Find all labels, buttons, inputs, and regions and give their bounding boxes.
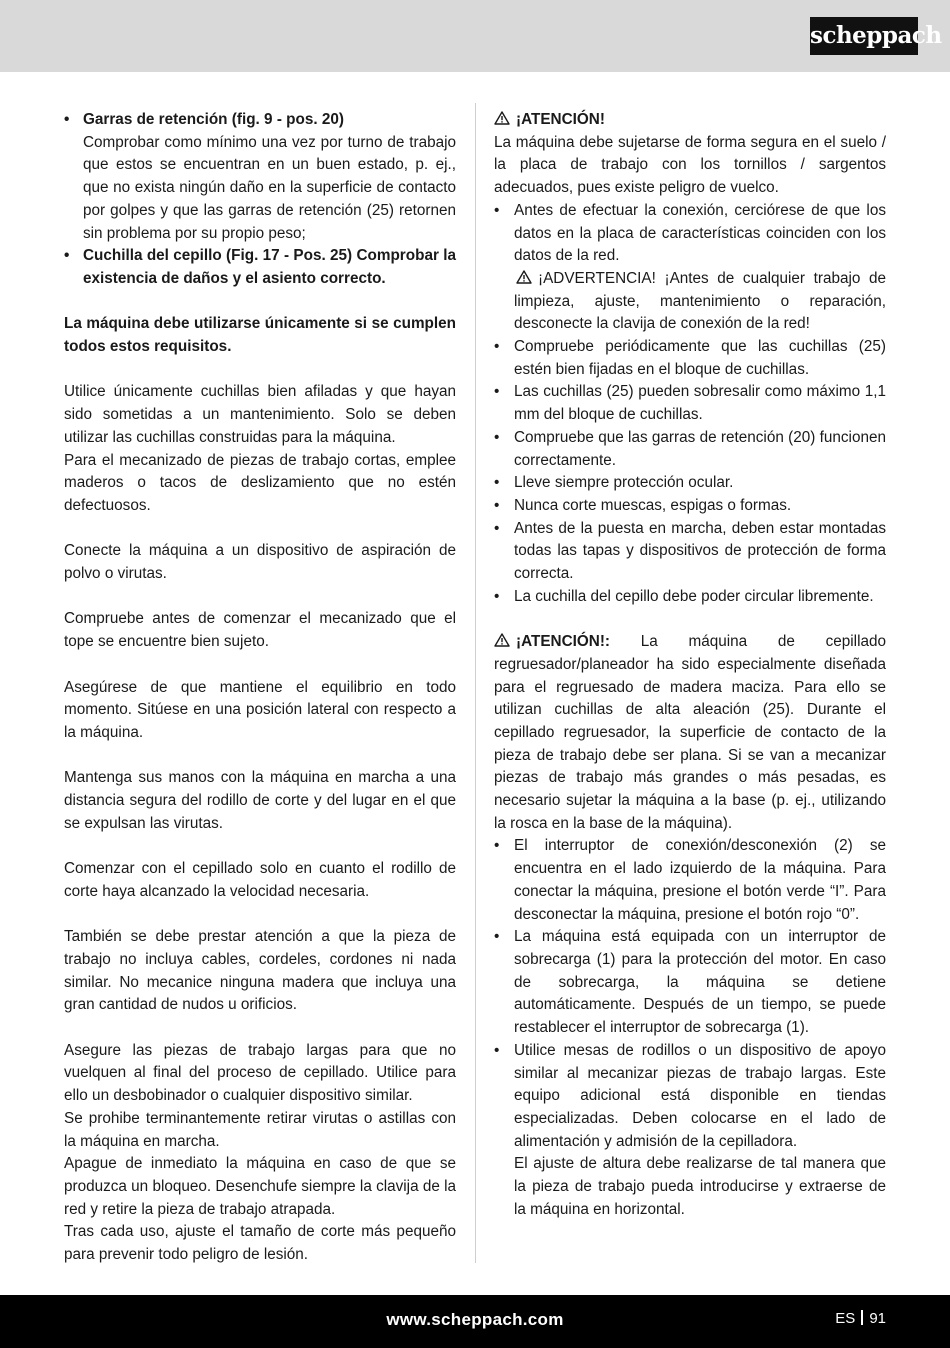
attention-text: La máquina de cepillado regruesador/planeador ha sido especialmente diseñada para el regruesado de madera maciza. Para ello se utilizan cuchillas de alta aleación (25). Durante el cepillado regruesador, la superficie de contacto de la pieza de trabajo debe ser plana. Si se van a mecanizar piezas de trabajo más grandes o más pesadas, es necesario sujetar la máquina a la base (p. ej., utilizando la rosca en la base de la máquina). [494, 633, 886, 832]
maintenance-checklist [64, 109, 456, 291]
closing-paragraph: El ajuste de altura debe realizarse de tal manera que la pieza de trabajo pueda introducirse y extraerse de la máquina en horizontal. [514, 1155, 886, 1218]
scheppach-logo: scheppach [810, 17, 918, 55]
warning-triangle-icon [516, 270, 532, 284]
paragraph: Se prohibe terminantemente retirar virutas o astillas con la máquina en marcha. [64, 1109, 456, 1150]
left-column [64, 109, 456, 1267]
attention-title: ¡ATENCIÓN!: [516, 633, 611, 651]
separator [861, 1310, 863, 1325]
paragraph: Para el mecanizado de piezas de trabajo cortas, emplee maderos o tacos de deslizamiento que no estén defectuosos. [64, 451, 456, 514]
paragraph: Asegure las piezas de trabajo largas para que no vuelquen al final del proceso de cepillado. Utilice para ello un desbobinador o cualquier dispositivo similar. [64, 1041, 456, 1105]
list-item: • Las cuchillas (25) pueden sobresalir como máximo 1,1 mm del bloque de cuchillas. [494, 381, 886, 426]
paragraph: Apague de inmediato la máquina en caso de que se produzca un bloqueo. Desenchufe siempre la clavija de la red y retire la pieza de trabajo atrapada. [64, 1155, 457, 1218]
bullet-title: • Cuchilla del cepillo (Fig. 17 - Pos. 25) Comprobar la existencia de daños y el asiento correcto. [83, 247, 456, 287]
paragraph: Tras cada uso, ajuste el tamaño de corte más pequeño para prevenir todo peligro de lesión. [64, 1223, 456, 1264]
paragraph: Conecte la máquina a un dispositivo de aspiración de polvo o virutas. [64, 542, 456, 583]
footer-band [0, 1295, 950, 1348]
list-item: • Antes de la puesta en marcha, deben estar montadas todas las tapas y dispositivos de protección de forma correcta. [494, 518, 886, 586]
list-item: • Utilice mesas de rodillos o un dispositivo de apoyo similar al mecanizar piezas de trabajo largas. Este equipo adicional está disponible en tiendas especializadas. Deben colocarse en el lado de alimentación y admisión de la cepilladora. [494, 1040, 886, 1154]
website-link[interactable]: www.scheppach.com [386, 1310, 564, 1329]
right-column [494, 109, 886, 1221]
list-item-text: • Antes de efectuar la conexión, cerciórese de que los datos en la placa de características coinciden con los datos de la red. [514, 201, 886, 265]
page-number: 91 [869, 1310, 886, 1327]
inline-warning [514, 268, 886, 336]
list-item: • Compruebe que las garras de retención (20) funcionen correctamente. [494, 427, 886, 472]
operation-list [494, 835, 886, 1153]
paragraph: Mantenga sus manos con la máquina en marcha a una distancia segura del rodillo de corte y del lugar en el que se expulsan las virutas. [64, 769, 456, 832]
requirement-note: La máquina debe utilizarse únicamente si se cumplen todos estos requisitos. [64, 315, 456, 356]
bullet-title: • Garras de retención (fig. 9 - pos. 20) [83, 111, 344, 128]
bullet-text: Comprobar como mínimo una vez por turno de trabajo que estos se encuentran en un buen estado, p. ej., que no exista ningún daño en la superficie de contacto por golpes y que las garras de retención (25) retornen sin problema por su propio peso; [83, 133, 456, 242]
paragraph: Compruebe antes de comenzar el mecanizado que el tope se encuentre bien sujeto. [64, 610, 456, 651]
list-item: • La cuchilla del cepillo debe poder circular libremente. [494, 586, 886, 609]
list-item [64, 109, 456, 245]
page-indicator [835, 1310, 886, 1327]
list-item [494, 200, 886, 336]
attention-text: La máquina debe sujetarse de forma segura en el suelo / la placa de trabajo con los tornillos / sargentos adecuados, pues existe peligro de vuelco. [494, 133, 886, 197]
list-item: • Compruebe periódicamente que las cuchillas (25) estén bien fijadas en el bloque de cuchillas. [494, 336, 886, 381]
list-item: • El interruptor de conexión/desconexión (2) se encuentra en el lado izquierdo de la máquina. Para conectar la máquina, presione el botón verde “I”. Para desconectar la máquina, presione el botón rojo “0”. [494, 835, 886, 926]
inline-warning-text: ¡ADVERTENCIA! ¡Antes de cualquier trabajo de limpieza, ajuste, mantenimiento o reparación, desconecte la clavija de conexión de la red! [514, 269, 886, 333]
list-item: • Nunca corte muescas, espigas o formas. [494, 495, 886, 518]
attention-paragraph [494, 631, 886, 835]
column-divider [475, 103, 476, 1263]
attention-title: ¡ATENCIÓN! [516, 111, 605, 128]
list-item: • La máquina está equipada con un interruptor de sobrecarga (1) para la protección del motor. En caso de sobrecarga, la máquina se detiene automáticamente. Después de un tiempo, se puede restablecer el interruptor de sobrecarga (1). [494, 926, 886, 1040]
list-item: • Lleve siempre protección ocular. [494, 472, 886, 495]
warning-triangle-icon [494, 633, 510, 647]
paragraph: Comenzar con el cepillado solo en cuanto el rodillo de corte haya alcanzado la velocidad necesaria. [64, 860, 456, 900]
header-band [0, 0, 950, 72]
list-item [64, 245, 456, 290]
paragraph: Utilice únicamente cuchillas bien afiladas y que hayan sido sometidas a un mantenimiento. Solo se deben utilizar las cuchillas construidas para la máquina. [64, 383, 456, 446]
paragraph: También se debe prestar atención a que la pieza de trabajo no incluya cables, cordeles, cordones ni nada similar. No mecanice ninguna madera que incluya una gran cantidad de nudos u orificios. [64, 928, 456, 1014]
warning-triangle-icon [494, 111, 510, 125]
safety-list [494, 200, 886, 609]
paragraph: Asegúrese de que mantiene el equilibrio en todo momento. Sitúese en una posición lateral con respecto a la máquina. [64, 678, 456, 741]
attention-heading [494, 109, 886, 132]
language-code: ES [835, 1310, 856, 1327]
